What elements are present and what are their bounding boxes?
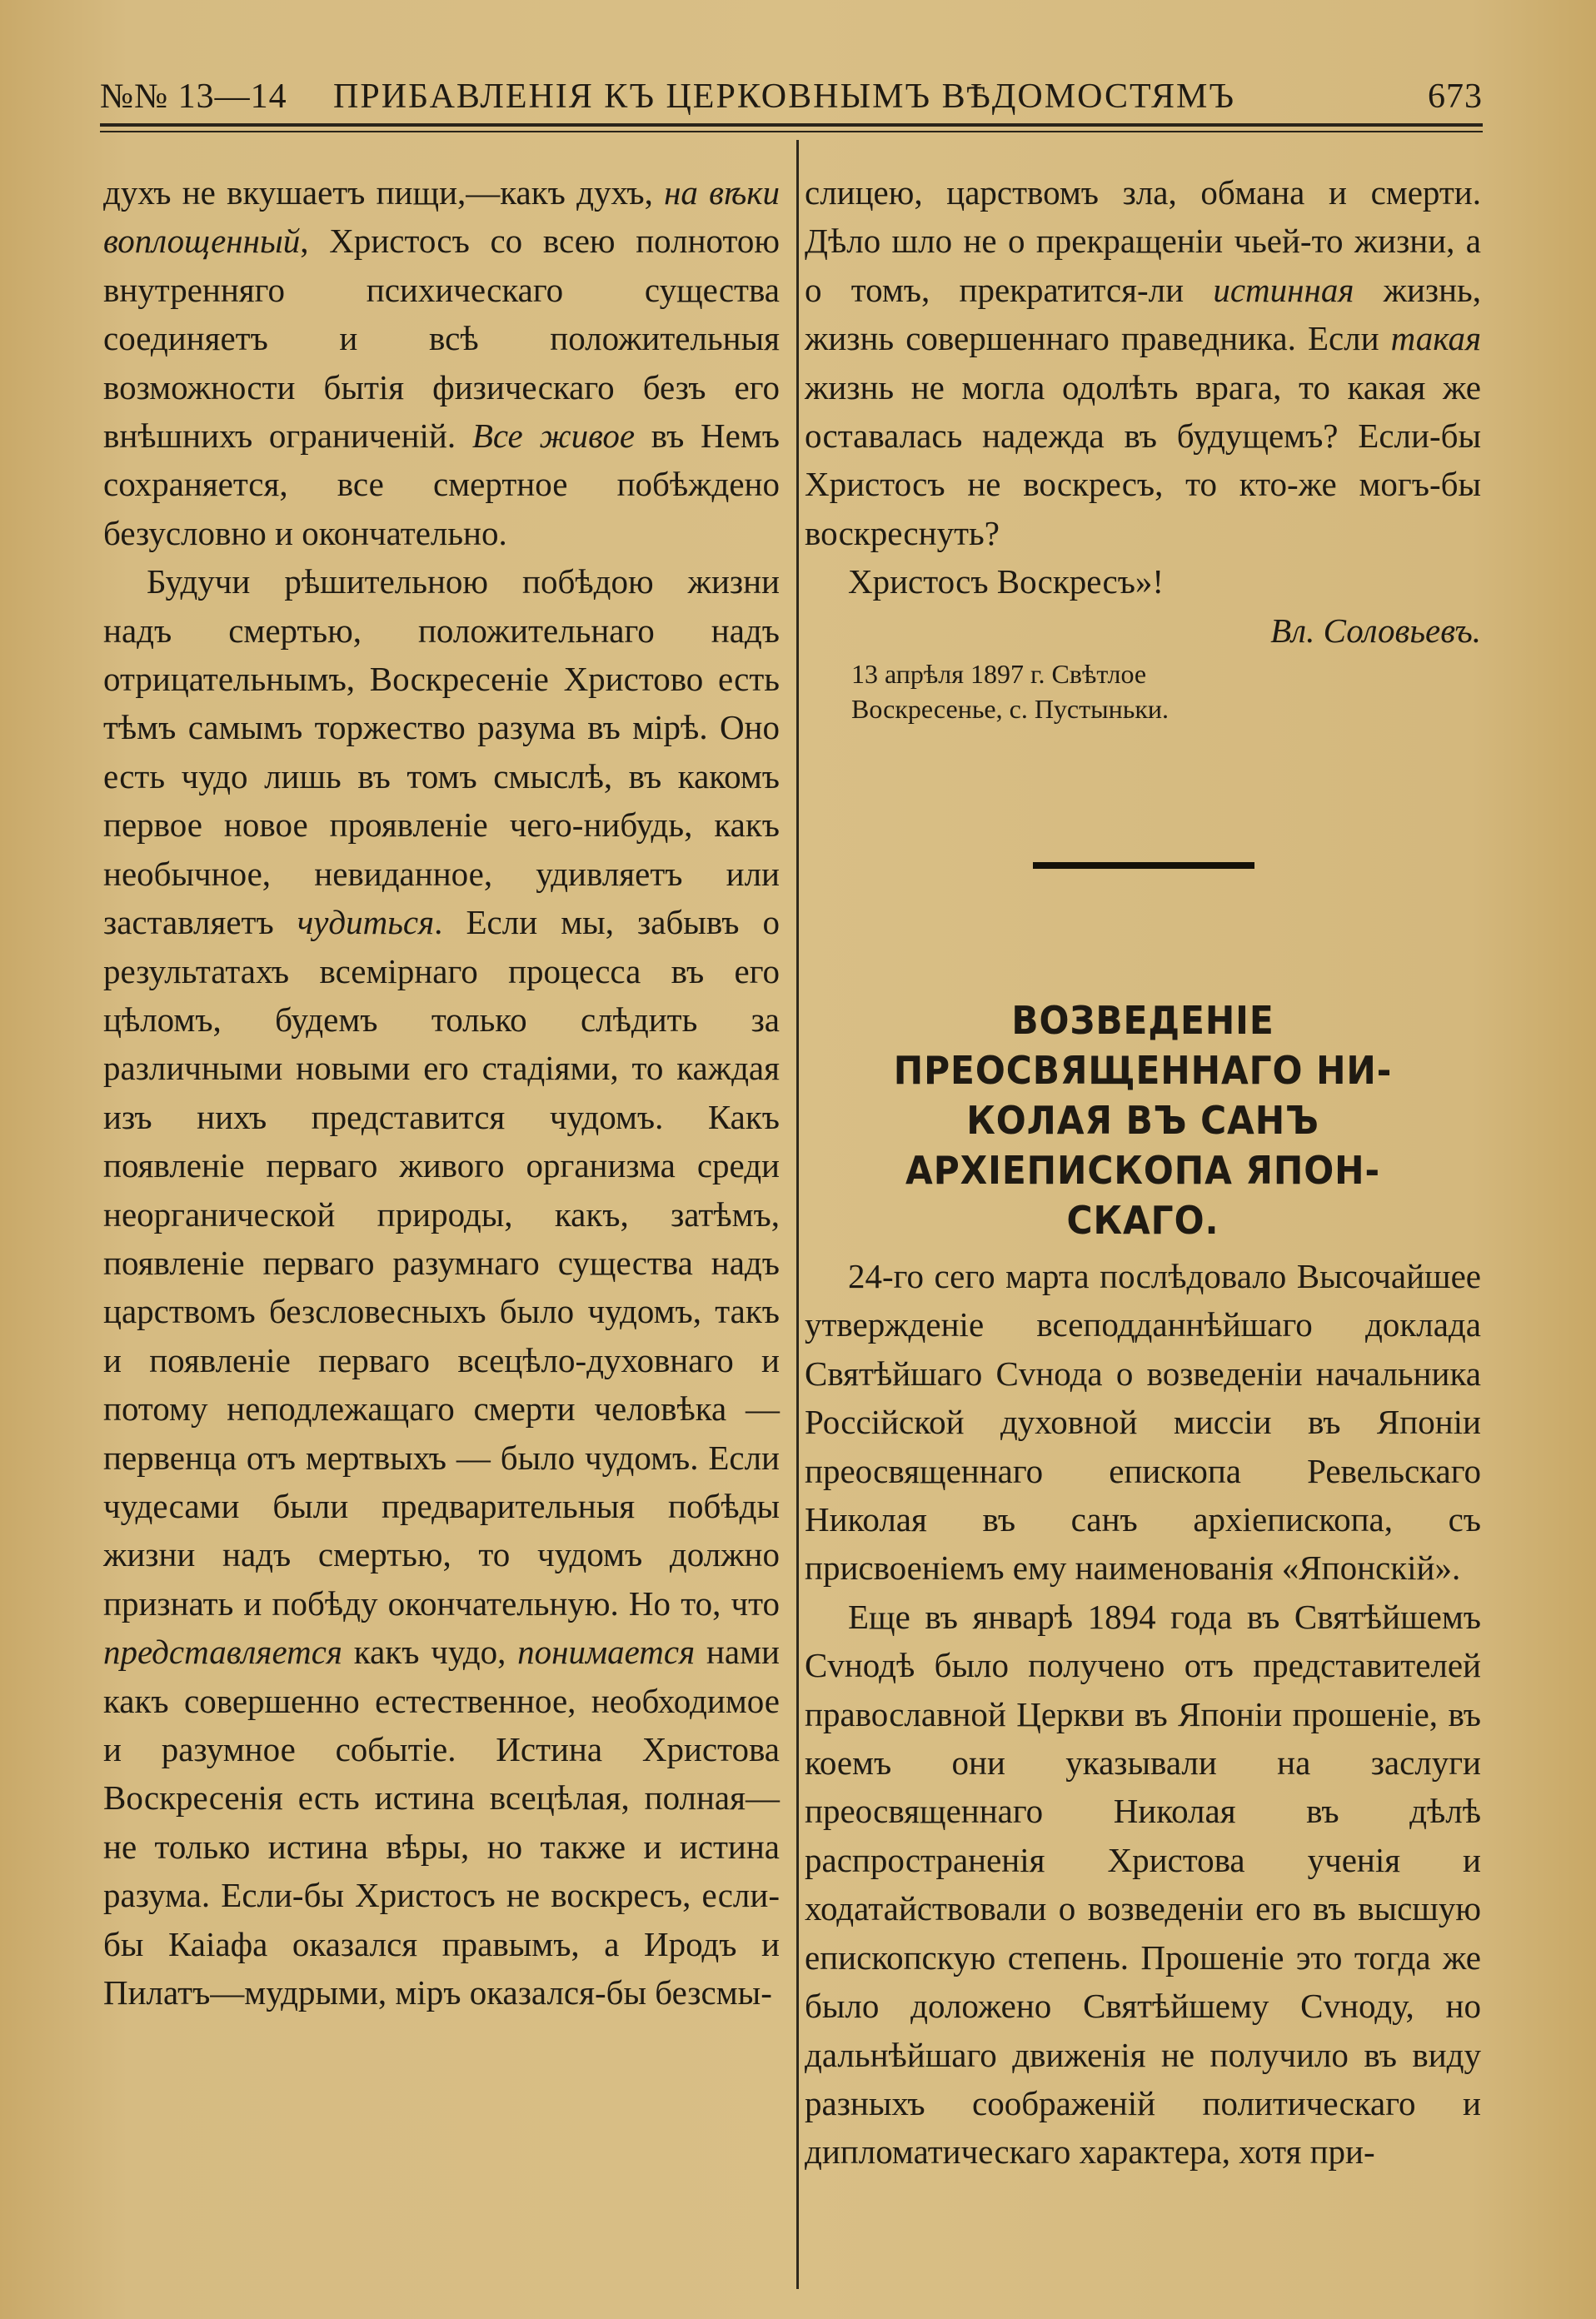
heading-line: КОЛАЯ ВЪ САНЪ АРХІЕПИСКОПА ЯПОН-	[905, 1098, 1380, 1193]
text-run: слицею, царствомъ зла, обмана и смерти. Дѣло шло не о прекращеніи чьей-то жизни, а о томъ, прекратится-ли	[805, 173, 1481, 309]
issue-number: №№ 13—14	[100, 77, 287, 116]
italic-emphasis: представляется	[103, 1633, 342, 1672]
text-run: въ Немъ сохраняется, все смертное побѣждено безусловно и окончательно.	[103, 416, 780, 552]
right-column-article	[805, 1252, 1481, 2177]
date-line	[805, 656, 1481, 726]
paragraph	[103, 557, 780, 2017]
text-run: , Христосъ со всею полнотою внутренняго психическаго существа соединяетъ и всѣ положительныя возможности бытія физическаго безъ его внѣшнихъ ограниченій.	[103, 222, 780, 456]
heading-line: ВОЗВЕДЕНІЕ ПРЕОСВЯЩЕННАГО НИ-	[893, 998, 1393, 1093]
text-run: жизнь, жизнь совершеннаго праведника. Если	[805, 270, 1481, 358]
closing-line: Христосъ Воскресъ»!	[848, 562, 1165, 601]
article-heading	[831, 995, 1454, 1245]
author-signature: Вл. Соловьевъ.	[1270, 611, 1481, 650]
italic-emphasis: понимается	[517, 1633, 696, 1672]
text-run: какъ чудо,	[342, 1633, 518, 1672]
italic-emphasis: чудиться	[297, 903, 435, 942]
paragraph	[103, 168, 780, 557]
left-column	[103, 168, 780, 2017]
right-column-top	[805, 168, 1481, 726]
text-run: Еще въ январѣ 1894 года въ Святѣйшемъ Сvнодѣ было получено отъ представителей православной Церкви въ Японіи прошеніе, въ коемъ они указывали на заслуги преосвященнаго Николая въ дѣлѣ распространенія Христова ученія и ходатайствовали о возведеніи его въ высшую епископскую степень. Прошеніе это тогда же было доложено Святѣйшему Сvноду, но дальнѣйшаго движенія не получило въ виду разныхъ соображеній политическаго и дипломатическаго характера, хотя при-	[805, 1597, 1481, 2172]
column-rule	[796, 140, 799, 2289]
date-line-2: Воскресенье, с. Пустыньки.	[851, 694, 1169, 725]
paragraph	[805, 1593, 1481, 2177]
paragraph	[805, 168, 1481, 557]
running-header	[100, 77, 1483, 123]
text-run: нами какъ совершенно естественное, необходимое и разумное событіе. Истина Христова Воскресенія есть истина всецѣлая, полная—не только истина вѣры, но также и истина разума. Если-бы Христосъ не воскресъ, если-бы Каіафа оказался правымъ, а Иродъ и Пилатъ—мудрыми, міръ оказался-бы безсмы-	[103, 1633, 780, 2012]
header-rule-thin	[100, 131, 1483, 132]
date-line-1: 13 апрѣля 1897 г. Свѣтлое	[851, 659, 1147, 690]
page-number: 673	[1428, 77, 1483, 116]
text-run: духъ не вкушаетъ пищи,—какъ духъ,	[103, 173, 665, 212]
text-run: 24-го сего марта послѣдовало Высочайшее утвержденіе всеподданнѣйшаго доклада Святѣйшаго Сvнода о возведеніи начальника Россійской духовной миссіи въ Японіи преосвященнаго епископа Ревельскаго Николая въ санъ архіепископа, съ присвоеніемъ ему наименованія «Японскій».	[805, 1257, 1481, 1588]
heading-line: СКАГО.	[1066, 1198, 1219, 1243]
italic-emphasis: на вѣки воплощенный	[103, 173, 780, 261]
section-divider	[1033, 862, 1254, 869]
italic-emphasis: истинная	[1213, 270, 1354, 309]
text-run: Будучи рѣшительною побѣдою жизни надъ смертью, положительнаго надъ отрицательнымъ, Воскресеніе Христово есть тѣмъ самымъ торжество разума въ мірѣ. Оно есть чудо лишь въ томъ смыслѣ, въ какомъ первое новое проявленіе чего-нибудь, какъ необычное, невиданное, удивляетъ или заставляетъ	[103, 562, 780, 942]
text-run: . Если мы, забывъ о результатахъ всемірнаго процесса въ его цѣломъ, будемъ только слѣдить за различными новыми его стадіями, то каждая изъ нихъ представится чудомъ. Какъ появленіе перваго живого организма среди неорганической природы, какъ, затѣмъ, появленіе перваго разумнаго существа надъ царствомъ безсловесныхъ было чудомъ, такъ и появленіе перваго всецѣло-духовнаго и потому неподлежащаго смерти человѣка — первенца отъ мертвыхъ — было чудомъ. Если чудесами были предварительныя побѣды жизни надъ смертью, то чудомъ должно признать и побѣду окончательную. Но то, что	[103, 903, 780, 1623]
text-run: жизнь не могла одолѣть врага, то какая же оставалась надежда въ будущемъ? Если-бы Христосъ не воскресъ, то кто-же могъ-бы воскреснуть?	[805, 367, 1481, 552]
header-rule-thick	[100, 123, 1483, 127]
paragraph	[805, 1252, 1481, 1593]
italic-emphasis: Все живое	[471, 416, 636, 456]
journal-title: ПРИБАВЛЕНІЯ КЪ ЦЕРКОВНЫМЪ ВѢДОМОСТЯМЪ	[333, 77, 1236, 116]
italic-emphasis: такая	[1390, 319, 1481, 358]
